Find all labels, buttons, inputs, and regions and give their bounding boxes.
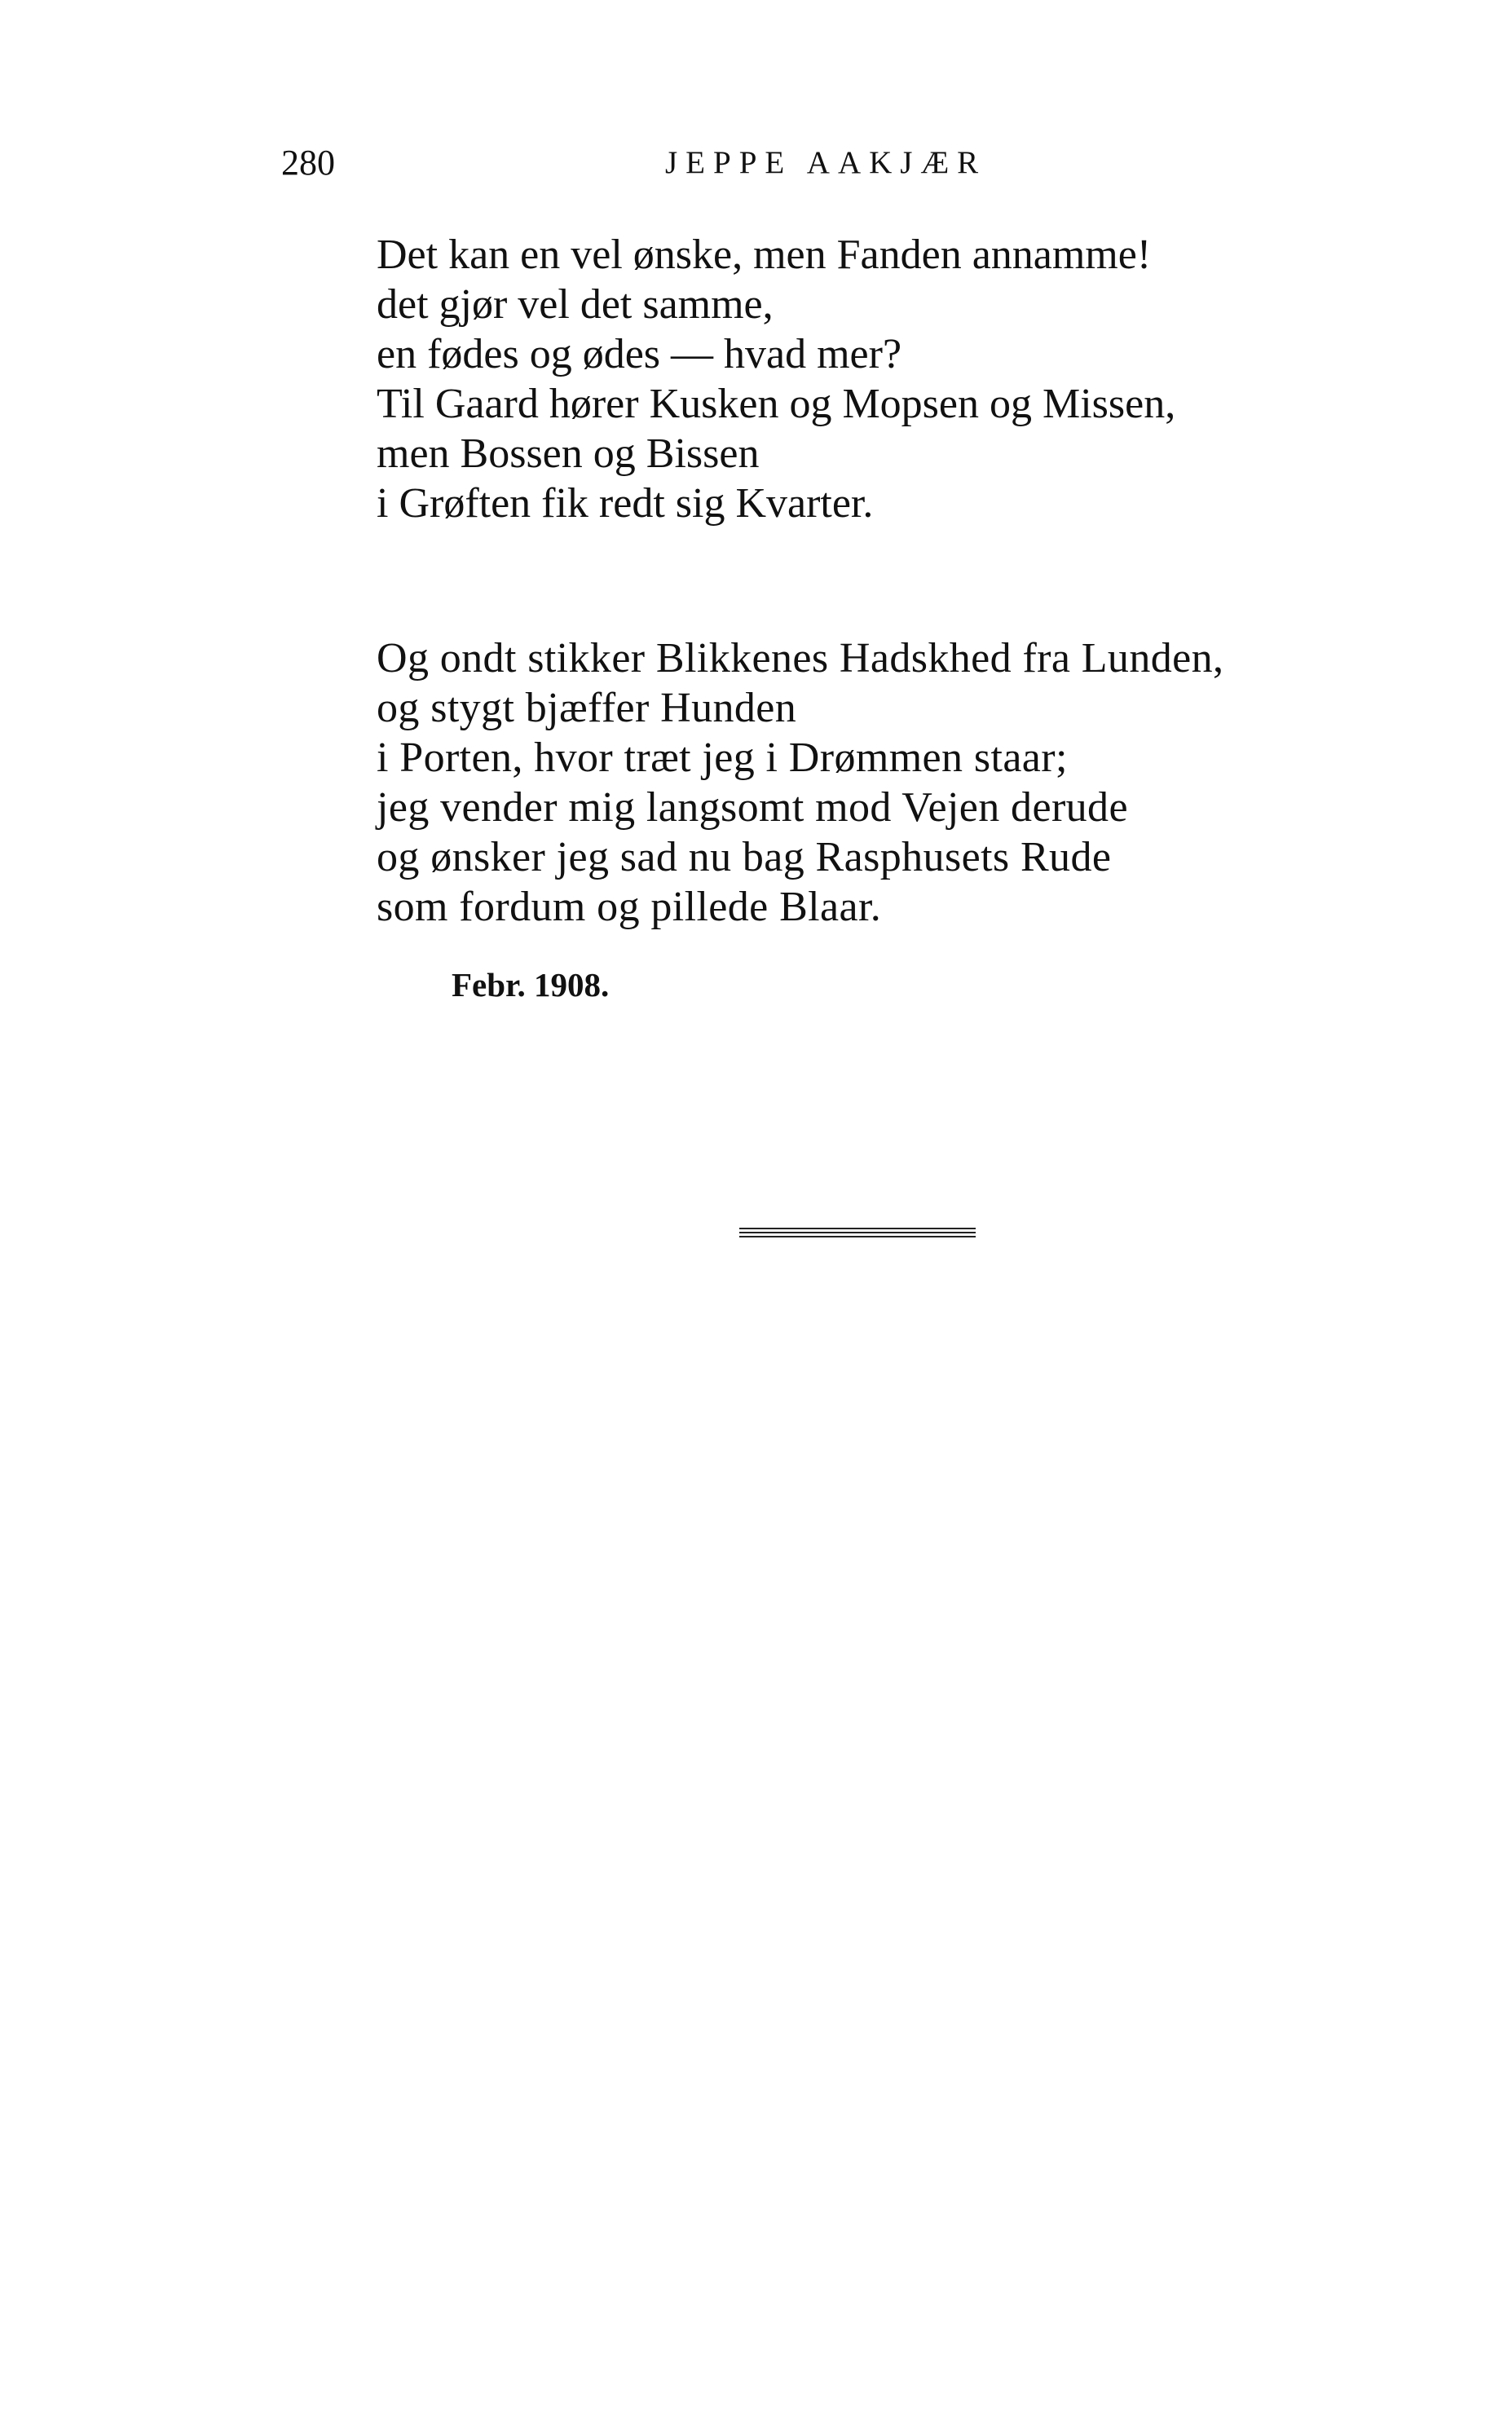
poem-line: og ønsker jeg sad nu bag Rasphusets Rude: [377, 834, 1112, 880]
poem-line: det gjør vel det samme,: [377, 281, 774, 328]
poem-line: Til Gaard hører Kusken og Mopsen og Missen,: [377, 381, 1176, 427]
page-number: 280: [281, 143, 335, 183]
poem-line: som fordum og pillede Blaar.: [377, 884, 882, 930]
rule-line: [739, 1228, 976, 1229]
rule-line: [739, 1236, 976, 1237]
rule-line: [739, 1232, 976, 1233]
stanza-1: [377, 230, 1175, 528]
running-title: JEPPE AAKJÆR: [665, 145, 987, 180]
poem-line: Det kan en vel ønske, men Fanden annamme!: [377, 232, 1152, 278]
poem-line: i Porten, hvor træt jeg i Drømmen staar;: [377, 734, 1068, 781]
poem-line: og stygt bjæffer Hunden: [377, 685, 797, 731]
poem-line: jeg vender mig langsomt mod Vejen derude: [377, 784, 1128, 831]
poem-date: Febr. 1908.: [452, 966, 610, 1004]
end-of-poem-rule: [739, 1228, 976, 1237]
stanza-2: [377, 633, 1223, 932]
poem-line: Og ondt stikker Blikkenes Hadskhed fra Lunden,: [377, 635, 1224, 682]
poem-line: en fødes og ødes — hvad mer?: [377, 331, 902, 377]
poem-line: i Grøften fik redt sig Kvarter.: [377, 480, 874, 527]
poem-line: men Bossen og Bissen: [377, 430, 760, 477]
